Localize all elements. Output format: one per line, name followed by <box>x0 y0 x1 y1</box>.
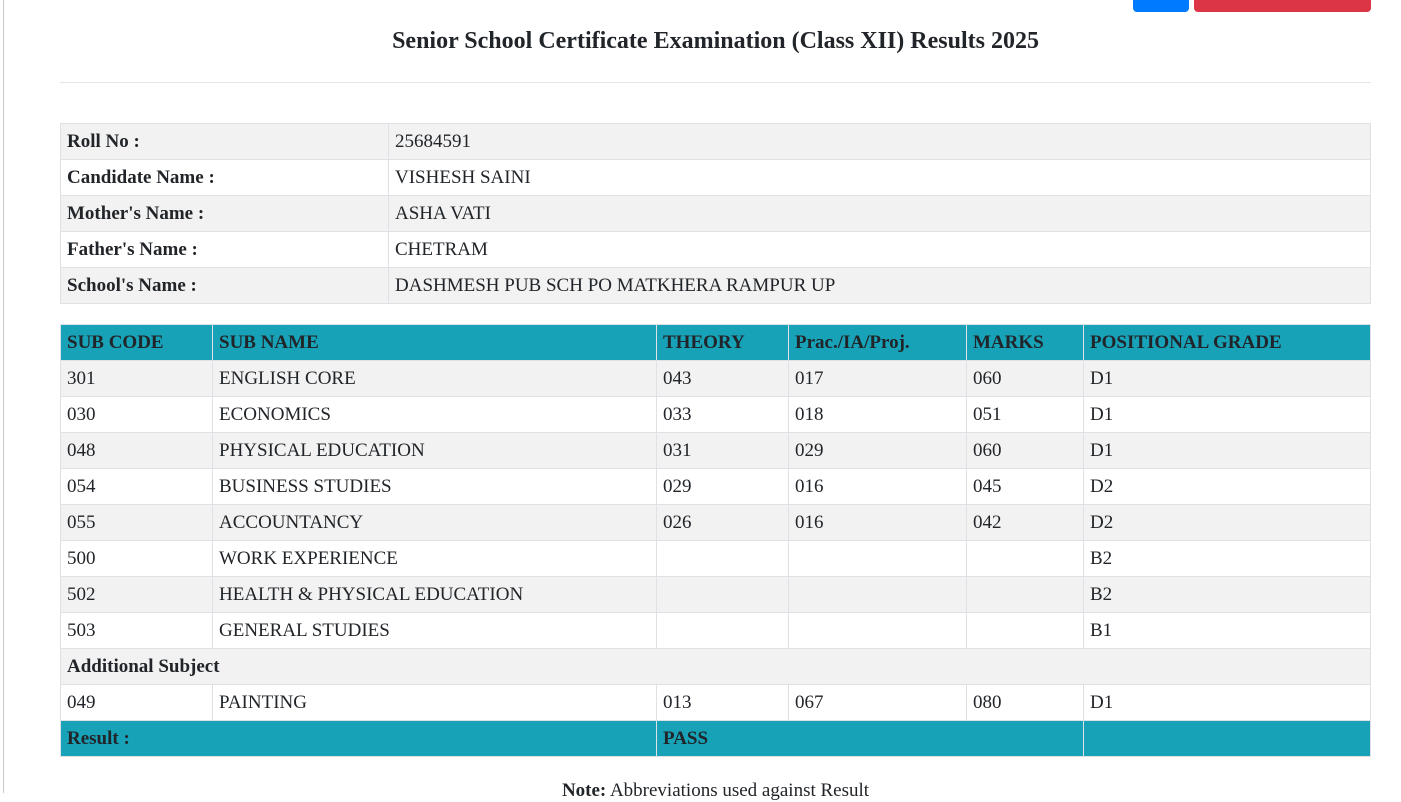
roll-value: 25684591 <box>389 124 1371 160</box>
header-marks: MARKS <box>967 325 1084 361</box>
practical: 017 <box>789 361 967 397</box>
table-row <box>61 433 1371 469</box>
result-empty-cell <box>1084 721 1371 757</box>
sub-name: ECONOMICS <box>213 397 657 433</box>
theory <box>657 577 789 613</box>
table-row <box>61 685 1371 721</box>
practical <box>789 613 967 649</box>
header-grade: POSITIONAL GRADE <box>1084 325 1371 361</box>
mother-value: ASHA VATI <box>389 196 1371 232</box>
practical: 067 <box>789 685 967 721</box>
theory: 026 <box>657 505 789 541</box>
practical <box>789 577 967 613</box>
practical: 016 <box>789 469 967 505</box>
info-row-candidate <box>61 160 1371 196</box>
info-row-father <box>61 232 1371 268</box>
page-title: Senior School Certificate Examination (Class XII) Results 2025 <box>392 28 1039 54</box>
title-divider <box>60 82 1371 83</box>
info-row-roll <box>61 124 1371 160</box>
marks: 042 <box>967 505 1084 541</box>
additional-subject-label: Additional Subject <box>61 649 1371 685</box>
result-value: PASS <box>657 721 1084 757</box>
father-value: CHETRAM <box>389 232 1371 268</box>
sub-code: 049 <box>61 685 213 721</box>
sub-code: 054 <box>61 469 213 505</box>
sub-name: ACCOUNTANCY <box>213 505 657 541</box>
practical: 016 <box>789 505 967 541</box>
result-label: Result : <box>61 721 657 757</box>
close-button[interactable] <box>1194 0 1371 12</box>
marks: 080 <box>967 685 1084 721</box>
sub-name: WORK EXPERIENCE <box>213 541 657 577</box>
theory: 043 <box>657 361 789 397</box>
marks-header-row <box>61 325 1371 361</box>
theory <box>657 613 789 649</box>
print-button[interactable] <box>1133 0 1189 12</box>
result-row <box>61 721 1371 757</box>
table-row <box>61 469 1371 505</box>
theory: 033 <box>657 397 789 433</box>
table-row <box>61 397 1371 433</box>
marks <box>967 613 1084 649</box>
candidate-value: VISHESH SAINI <box>389 160 1371 196</box>
marks: 045 <box>967 469 1084 505</box>
grade: D2 <box>1084 469 1371 505</box>
sub-code: 500 <box>61 541 213 577</box>
sub-name: PHYSICAL EDUCATION <box>213 433 657 469</box>
abbreviation-note <box>0 780 1401 802</box>
practical: 029 <box>789 433 967 469</box>
school-value: DASHMESH PUB SCH PO MATKHERA RAMPUR UP <box>389 268 1371 304</box>
header-sub-name: SUB NAME <box>213 325 657 361</box>
sub-name: ENGLISH CORE <box>213 361 657 397</box>
theory: 031 <box>657 433 789 469</box>
page-left-border <box>3 0 4 793</box>
candidate-label: Candidate Name : <box>61 160 389 196</box>
sub-code: 502 <box>61 577 213 613</box>
sub-code: 030 <box>61 397 213 433</box>
sub-name: PAINTING <box>213 685 657 721</box>
school-label: School's Name : <box>61 268 389 304</box>
note-label: Note: <box>561 780 607 801</box>
info-row-mother <box>61 196 1371 232</box>
marks: 060 <box>967 361 1084 397</box>
marks <box>967 541 1084 577</box>
father-label: Father's Name : <box>61 232 389 268</box>
grade: D1 <box>1084 433 1371 469</box>
grade: B1 <box>1084 613 1371 649</box>
table-row <box>61 505 1371 541</box>
sub-name: GENERAL STUDIES <box>213 613 657 649</box>
sub-name: BUSINESS STUDIES <box>213 469 657 505</box>
grade: B2 <box>1084 577 1371 613</box>
sub-code: 301 <box>61 361 213 397</box>
roll-label: Roll No : <box>61 124 389 160</box>
note-text: Abbreviations used against Result <box>606 780 870 801</box>
marks: 060 <box>967 433 1084 469</box>
table-row <box>61 613 1371 649</box>
table-row <box>61 361 1371 397</box>
header-practical: Prac./IA/Proj. <box>789 325 967 361</box>
info-row-school <box>61 268 1371 304</box>
marks-table <box>60 324 1371 757</box>
additional-subject-row <box>61 649 1371 685</box>
sub-code: 055 <box>61 505 213 541</box>
theory: 013 <box>657 685 789 721</box>
marks-body <box>61 361 1371 757</box>
grade: D1 <box>1084 361 1371 397</box>
theory: 029 <box>657 469 789 505</box>
marks: 051 <box>967 397 1084 433</box>
sub-name: HEALTH & PHYSICAL EDUCATION <box>213 577 657 613</box>
sub-code: 048 <box>61 433 213 469</box>
mother-label: Mother's Name : <box>61 196 389 232</box>
grade: B2 <box>1084 541 1371 577</box>
marks <box>967 577 1084 613</box>
header-theory: THEORY <box>657 325 789 361</box>
theory <box>657 541 789 577</box>
grade: D1 <box>1084 397 1371 433</box>
grade: D2 <box>1084 505 1371 541</box>
sub-code: 503 <box>61 613 213 649</box>
header-sub-code: SUB CODE <box>61 325 213 361</box>
table-row <box>61 541 1371 577</box>
practical <box>789 541 967 577</box>
practical: 018 <box>789 397 967 433</box>
grade: D1 <box>1084 685 1371 721</box>
table-row <box>61 577 1371 613</box>
candidate-info-table <box>60 123 1371 304</box>
